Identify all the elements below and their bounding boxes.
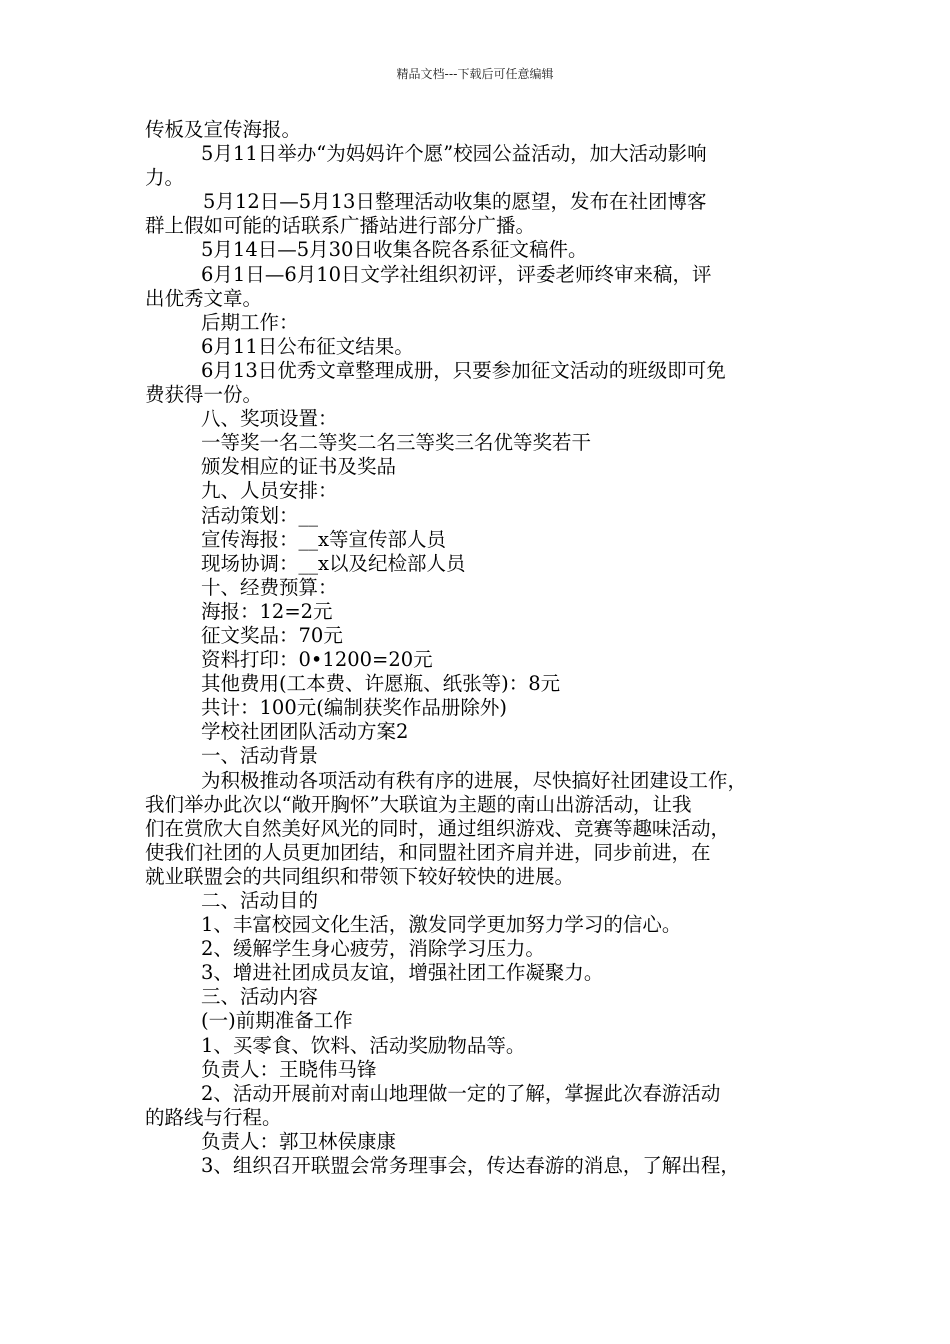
text-line: 颁发相应的证书及奖品: [201, 455, 397, 479]
text-line: 3、组织召开联盟会常务理事会，传达春游的消息，了解出程，: [201, 1154, 740, 1178]
text-line: 5月14日—5月30日收集各院各系征文稿件。: [201, 238, 588, 262]
text-line: 二、活动目的: [201, 889, 319, 912]
text-line: 海报：12=2元: [201, 599, 333, 623]
text-line: 2、活动开展前对南山地理做一定的了解，掌握此次春游活动: [201, 1081, 721, 1105]
text-line: 十、经费预算：: [201, 575, 338, 599]
text-line: 力。: [145, 166, 185, 190]
text-line: 3、增进社团成员友谊，增强社团工作凝聚力。: [201, 961, 604, 985]
text-line: 宣传海报：__x等宣传部人员: [201, 527, 446, 551]
text-line: 其他费用(工本费、许愿瓶、纸张等)：8元: [201, 672, 561, 696]
text-line: 出优秀文章。: [145, 286, 263, 310]
text-line: 2、缓解学生身心疲劳，消除学习压力。: [201, 937, 545, 961]
text-line: 5月11日举办“为妈妈许个愿”校园公益活动，加大活动影响: [201, 142, 707, 166]
text-line: 就业联盟会的共同组织和带领下较好较快的进展。: [145, 864, 575, 888]
text-line: 三、活动内容: [201, 985, 319, 1009]
text-line: 资料打印：0•1200=20元: [201, 648, 433, 672]
text-line: 八、奖项设置：: [201, 407, 338, 431]
text-line: 负责人：王晓伟马锋: [201, 1057, 377, 1081]
text-line: 5月12日—5月13日整理活动收集的愿望，发布在社团博客: [203, 190, 707, 214]
text-line: 后期工作：: [201, 310, 299, 334]
text-line: 费获得一份。: [145, 383, 263, 407]
text-line: 传板及宣传海报。: [145, 118, 302, 141]
text-line: 共计：100元(编制获奖作品册除外): [201, 696, 507, 720]
text-line: 6月11日公布征文结果。: [201, 334, 414, 358]
text-line: 6月1日—6月10日文学社组织初评，评委老师终审来稿，评: [201, 262, 712, 286]
text-line: 现场协调：__x以及纪检部人员: [201, 551, 466, 575]
text-line: 1、丰富校园文化生活，激发同学更加努力学习的信心。: [201, 913, 682, 937]
text-line: (一)前期准备工作: [201, 1009, 353, 1033]
text-line: 征文奖品：70元: [201, 623, 343, 647]
text-line: 我们举办此次以“敞开胸怀”大联谊为主题的南山出游活动，让我: [145, 792, 692, 816]
text-line: 为积极推动各项活动有秩有序的进展，尽快搞好社团建设工作，: [201, 768, 748, 792]
text-line: 一等奖一名二等奖二名三等奖三名优等奖若干: [201, 431, 592, 455]
text-line: 6月13日优秀文章整理成册，只要参加征文活动的班级即可免: [201, 358, 726, 382]
text-line: 群上假如可能的话联系广播站进行部分广播。: [145, 214, 536, 238]
text-line: 活动策划：__: [201, 503, 319, 527]
text-line: 们在赏欣大自然美好风光的同时，通过组织游戏、竞赛等趣味活动，: [145, 816, 731, 840]
text-line: 使我们社团的人员更加团结，和同盟社团齐肩并进，同步前进，在: [145, 840, 711, 864]
text-line: 学校社团团队活动方案2: [201, 720, 409, 744]
text-line: 的路线与行程。: [145, 1105, 282, 1129]
document-body: [145, 118, 825, 1178]
text-line: 1、买零食、饮料、活动奖励物品等。: [201, 1033, 526, 1057]
text-line: 一、活动背景: [201, 744, 319, 768]
text-line: 负责人：郭卫林侯康康: [201, 1129, 397, 1153]
text-line: 九、人员安排：: [201, 479, 338, 503]
page-header: 精品文档---下载后可任意编辑: [396, 67, 554, 81]
